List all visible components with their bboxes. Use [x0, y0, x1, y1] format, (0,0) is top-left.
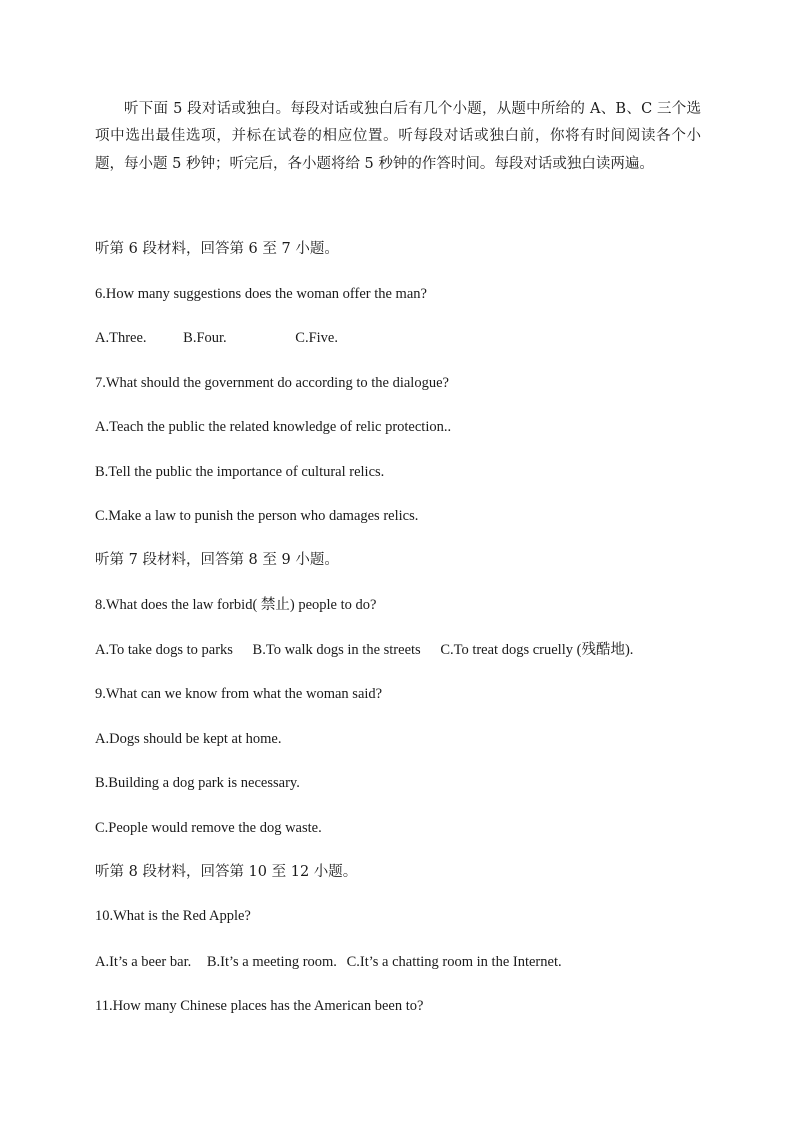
q6-option-a[interactable]: A.Three.	[95, 330, 147, 346]
q8-option-a[interactable]: A.To take dogs to parks	[95, 642, 233, 658]
q8-option-c[interactable]: C.To treat dogs cruelly (残酷地).	[440, 642, 634, 658]
question-6-options	[95, 328, 338, 348]
question-10-options	[95, 952, 562, 972]
listening-instructions: 听下面 5 段对话或独白。每段对话或独白后有几个小题，从题中所给的 A、B、C 三个选项中选出最佳选项，并标在试卷的相应位置。听每段对话或独白前，你将有时间阅读各个小题，每小题 5 秒钟；听完后，各小题将给 5 秒钟的作答时间。每段对话或独白读两遍。	[95, 101, 701, 172]
q7-option-c[interactable]: C.Make a law to punish the person who damages relics.	[95, 508, 419, 524]
q8-option-b[interactable]: B.To walk dogs in the streets	[252, 642, 421, 658]
question-8: 8.What does the law forbid( 禁止) people to do?	[95, 597, 377, 613]
section-8-heading: 听第 8 段材料，回答第 10 至 12 小题。	[95, 864, 358, 880]
q10-option-c[interactable]: C.It’s a chatting room in the Internet.	[346, 954, 562, 970]
q7-option-a[interactable]: A.Teach the public the related knowledge of relic protection..	[95, 419, 452, 435]
question-11: 11.How many Chinese places has the American been to?	[95, 998, 424, 1014]
question-6: 6.How many suggestions does the woman offer the man?	[95, 286, 427, 302]
q6-option-b[interactable]: B.Four.	[183, 330, 227, 346]
q9-option-a[interactable]: A.Dogs should be kept at home.	[95, 731, 282, 747]
section-7-heading: 听第 7 段材料，回答第 8 至 9 小题。	[95, 552, 339, 568]
q10-option-a[interactable]: A.It’s a beer bar.	[95, 954, 192, 970]
q9-option-b[interactable]: B.Building a dog park is necessary.	[95, 775, 300, 791]
q10-option-b[interactable]: B.It’s a meeting room.	[206, 954, 337, 970]
question-7: 7.What should the government do according to the dialogue?	[95, 375, 449, 391]
section-6-heading: 听第 6 段材料，回答第 6 至 7 小题。	[95, 241, 339, 257]
q9-option-c[interactable]: C.People would remove the dog waste.	[95, 820, 322, 836]
question-10: 10.What is the Red Apple?	[95, 908, 251, 924]
q6-option-c[interactable]: C.Five.	[295, 330, 338, 346]
q7-option-b[interactable]: B.Tell the public the importance of cultural relics.	[95, 464, 385, 480]
question-9: 9.What can we know from what the woman said?	[95, 686, 383, 702]
question-8-options	[95, 640, 633, 660]
